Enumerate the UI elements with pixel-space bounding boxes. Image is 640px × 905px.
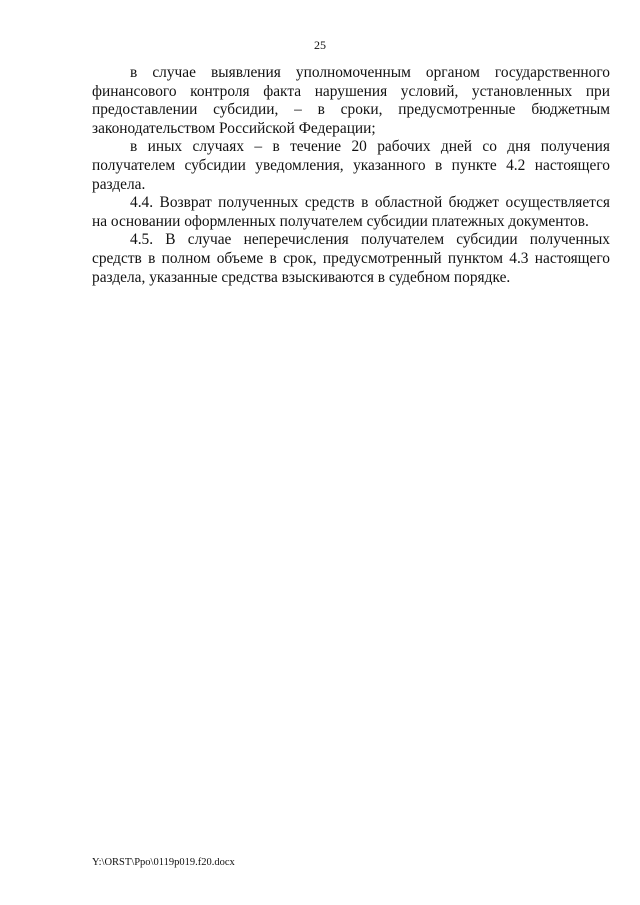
document-body xyxy=(92,64,610,287)
page-number: 25 xyxy=(314,38,326,52)
footer-file-path: Y:\ORST\Ppo\0119p019.f20.docx xyxy=(92,857,235,868)
paragraph-3: 4.4. Возврат полученных средств в областной бюджет осуществляется на основании оформленных получателем субсидии платежных документов. xyxy=(92,194,610,230)
paragraph-4: 4.5. В случае неперечисления получателем субсидии полученных средств в полном объеме в срок, предусмотренный пунктом 4.3 настоящего раздела, указанные средства взыскиваются в судебном порядке. xyxy=(92,231,610,286)
paragraph-1: в случае выявления уполномоченным органом государственного финансового контроля факта нарушения условий, установленных при предоставлении субсидии, – в сроки, предусмотренные бюджетным законодательством Российской Федерации; xyxy=(92,64,610,137)
paragraph-2: в иных случаях – в течение 20 рабочих дней со дня получения получателем субсидии уведомления, указанного в пункте 4.2 настоящего раздела. xyxy=(92,138,610,193)
